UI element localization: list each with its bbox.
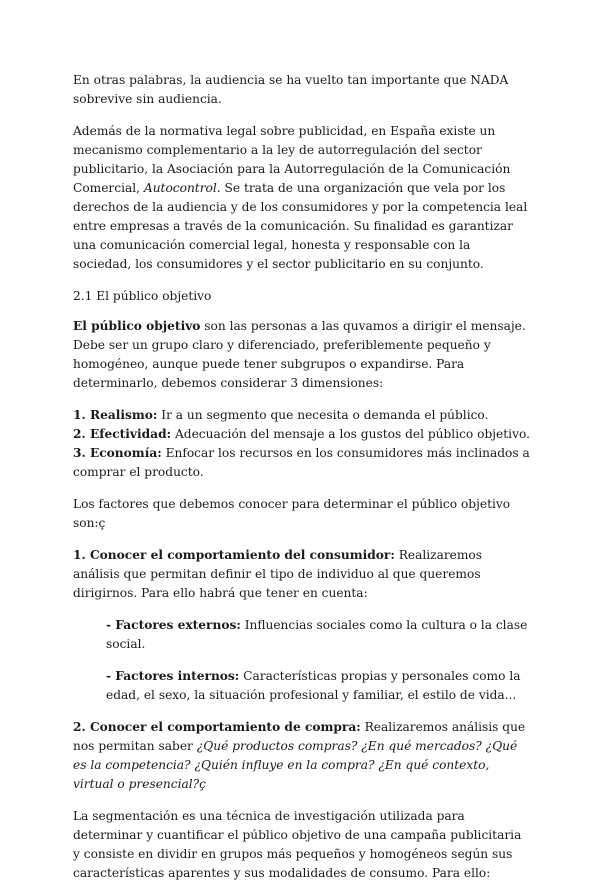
factor-text: Realizaremos análisis que nos permitan saber — [73, 720, 526, 753]
paragraph-factores: Los factores que debemos conocer para determinar el público objetivo son:ç — [73, 497, 511, 530]
list-item — [73, 406, 530, 425]
dimension-text: Adecuación del mensaje a los gustos del público objetivo. — [171, 427, 530, 441]
dimension-label: 3. Economía: — [73, 446, 162, 460]
paragraph-autocontrol — [73, 122, 530, 274]
paragraph-segmentacion: La segmentación es una técnica de investigación utilizada para determinar y cuantificar el público objetivo de una campaña publicitaria y consiste en dividir en grupos más pequeños y homogéneos según sus características aparentes y sus modalidades de consumo. Para ello: — [73, 809, 522, 880]
paragraph-publico-objetivo — [73, 317, 530, 393]
autocontrol-name: Autocontrol — [143, 181, 217, 195]
dimensions-list — [73, 406, 530, 482]
factor-text: Realizaremos análisis que permitan definir el tipo de individuo al que queremos dirigirnos. Para ello habrá que tener en cuenta: — [73, 548, 483, 600]
paragraph-factor-consumidor — [73, 546, 530, 603]
section-heading: 2.1 El público objetivo — [73, 289, 212, 303]
autocontrol-text-after: . Se trata de una organización que vela por los derechos de la audiencia y de los consumidores y por la competencia leal entre empresas a través de la comunicación. Su finalidad es garantizar una comunicación comercial legal, honesta y responsable con la sociedad, los consumidores y el sector publicitario en su conjunto. — [73, 181, 528, 271]
list-item — [73, 425, 530, 444]
list-item — [73, 667, 530, 705]
subfactor-text: Influencias sociales como la cultura o la clase social. — [106, 618, 528, 651]
factor-label: 2. Conocer el comportamiento de compra: — [73, 720, 361, 734]
dimension-label: 2. Efectividad: — [73, 427, 172, 441]
paragraph-audience: En otras palabras, la audiencia se ha vuelto tan importante que NADA sobrevive sin audiencia. — [73, 73, 509, 106]
subfactor-text: Características propias y personales como la edad, el sexo, la situación profesional y familiar, el estilo de vida... — [106, 669, 521, 702]
subfactor-label: - Factores externos: — [106, 618, 241, 632]
factor-questions: ¿Qué productos compras? ¿En qué mercados? ¿Qué es la competencia? ¿Quién influye en la compra? ¿En qué contexto, virtual o presencial?ç — [73, 739, 518, 791]
dimension-text: Enfocar los recursos en los consumidores más inclinados a comprar el producto. — [73, 446, 530, 479]
paragraph-factor-compra — [73, 718, 530, 794]
publico-objetivo-definition: son las personas a las quvamos a dirigir el mensaje. Debe ser un grupo claro y diferenciado, preferiblemente pequeño y homogéneo, aunque puede tener subgrupos o expandirse. Para determinarlo, debemos considerar 3 dimensiones: — [73, 319, 526, 390]
factor-label: 1. Conocer el comportamiento del consumidor: — [73, 548, 395, 562]
dimension-label: 1. Realismo: — [73, 408, 158, 422]
autocontrol-text-before: Además de la normativa legal sobre publicidad, en España existe un mecanismo complementario a la ley de autorregulación del sector publicitario, la Asociación para la Autorregulación de la Comunicación Comercial, — [73, 124, 511, 195]
dimension-text: Ir a un segmento que necesita o demanda el público. — [157, 408, 489, 422]
list-item — [73, 444, 530, 482]
subfactor-label: - Factores internos: — [106, 669, 240, 683]
publico-objetivo-term: El público objetivo — [73, 319, 201, 333]
list-item — [73, 616, 530, 654]
